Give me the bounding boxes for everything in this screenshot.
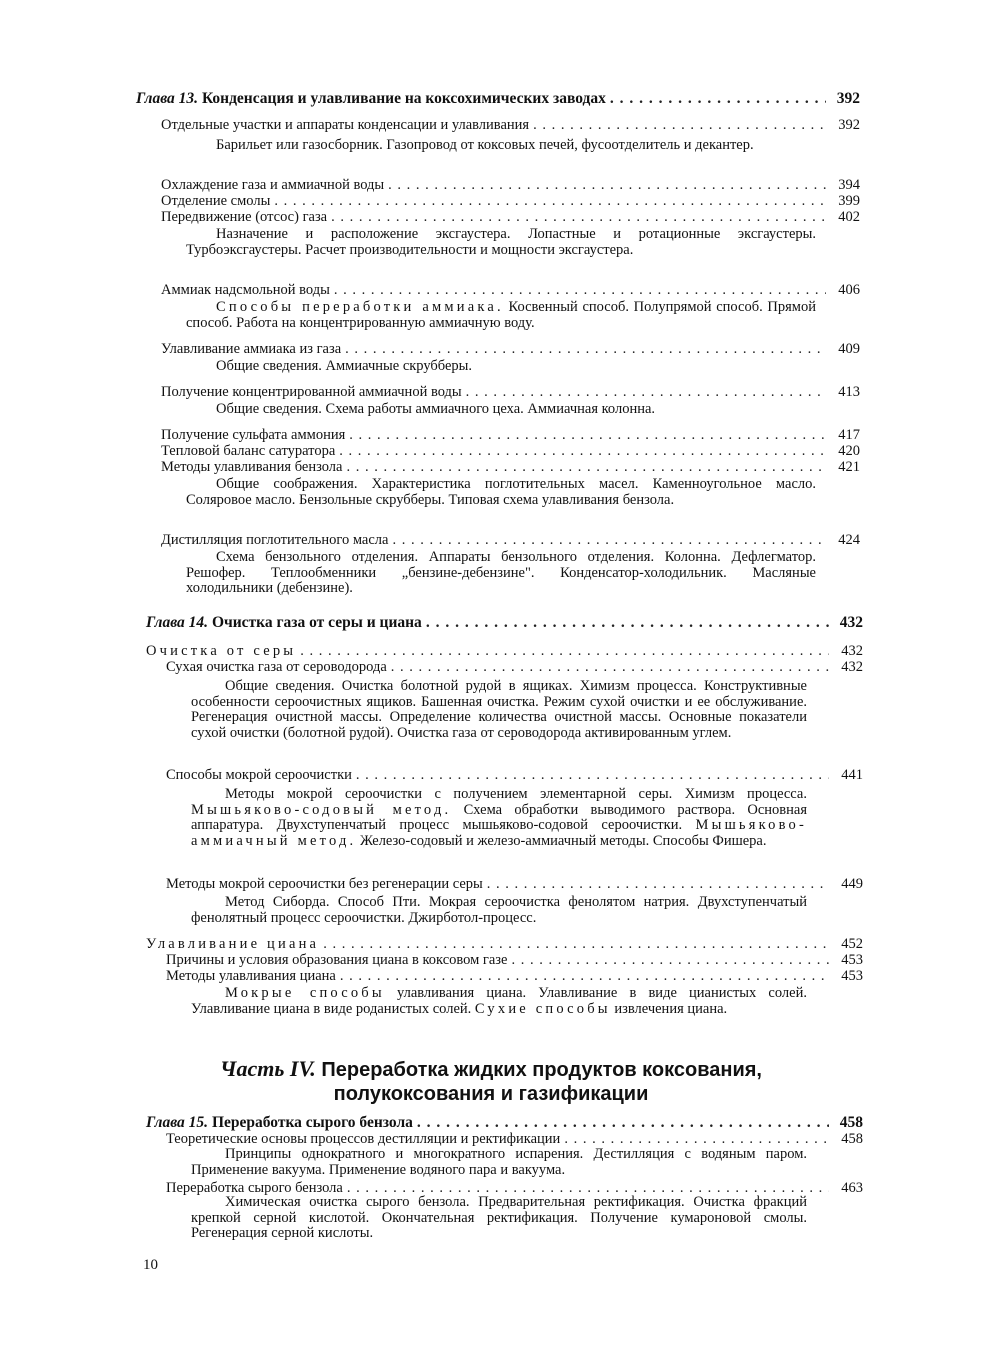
leader-dots — [300, 643, 829, 660]
page-ref: 441 — [841, 767, 863, 783]
entry-description: Способы переработки аммиака. Косвенный способ. Полупрямой способ. Прямой способ. Работа на концентрированную аммиачную воду. — [186, 299, 816, 331]
entry-description: Мокрые способы улавливания циана. Улавливание в виде цианистых солей. Улавливание циана в виде роданистых солей. Сухие способы извлечения циана. — [191, 985, 807, 1017]
toc-entry[interactable] — [166, 767, 863, 784]
entry-description: Общие сведения. Аммиачные скрубберы. — [216, 358, 473, 374]
leader-dots — [356, 767, 829, 784]
entry-description: Барильет или газосборник. Газопровод от коксовых печей, фусоотделитель и декантер. — [216, 137, 754, 153]
toc-entry[interactable] — [161, 384, 860, 401]
leader-dots — [417, 1114, 829, 1132]
leader-dots — [388, 177, 826, 194]
leader-dots — [334, 282, 826, 299]
page-ref: 453 — [841, 968, 863, 984]
toc-section[interactable] — [146, 643, 863, 660]
entry-title: Способы мокрой сероочистки — [166, 767, 352, 783]
page-ref: 392 — [836, 90, 860, 107]
toc-entry[interactable] — [166, 968, 863, 985]
entry-description: Общие сведения. Схема работы аммиачного цеха. Аммиачная колонна. — [216, 401, 656, 417]
entry-description: Принципы однократного и многократного испарения. Дестилляция с водяным паром. Применение вакуума. Применение водяного пара и вакуума. — [191, 1146, 807, 1178]
leader-dots — [391, 659, 829, 676]
page-ref: 413 — [838, 384, 860, 400]
page-ref: 452 — [841, 936, 863, 952]
entry-title: Методы мокрой сероочистки без регенерации серы — [166, 876, 483, 892]
page-ref: 458 — [839, 1114, 863, 1131]
section-title: Очистка от серы — [146, 643, 297, 659]
leader-dots — [339, 443, 826, 460]
entry-description: Методы мокрой сероочистки с получением элементарной серы. Химизм процесса. Мышьяково-содовый метод. Схема обработки выводимого раствора. Основная аппаратура. Двухступенчатый процесс мышьяково-содовой сероочистки. Мышьяково-аммиачный метод. Железо-содовый и железо-аммиачный методы. Способы Фишера. — [191, 786, 807, 849]
toc-entry[interactable] — [161, 443, 860, 460]
entry-description: Химическая очистка сырого бензола. Предварительная ректификация. Очистка фракций крепкой серной кислотой. Окончательная ректификация. Получение кумароновой смолы. Регенерация серной кислоты. — [191, 1194, 807, 1241]
leader-dots — [349, 427, 826, 444]
entry-title: Передвижение (отсос) газа — [161, 209, 328, 225]
page-ref: 417 — [838, 427, 860, 443]
page-ref: 458 — [841, 1131, 863, 1147]
toc-entry[interactable] — [166, 876, 863, 893]
leader-dots — [340, 968, 829, 985]
entry-title: Дистилляция поглотительного масла — [161, 532, 389, 548]
leader-dots — [426, 614, 829, 632]
toc-entry[interactable] — [166, 952, 863, 969]
leader-dots — [511, 952, 829, 969]
page-ref: 463 — [841, 1180, 863, 1196]
page-ref: 420 — [838, 443, 860, 459]
leader-dots — [610, 90, 826, 108]
leader-dots — [331, 209, 826, 226]
toc-entry[interactable] — [161, 193, 860, 210]
chapter-title: Очистка газа от серы и циана — [211, 614, 422, 631]
spaced-emphasis: Мышьяково-аммиачный метод. — [191, 817, 807, 849]
leader-dots — [274, 193, 826, 210]
entry-title: Улавливание аммиака из газа — [161, 341, 342, 357]
entry-title: Аммиак надсмольной воды — [161, 282, 330, 298]
spaced-emphasis: Сухие способы — [474, 1000, 611, 1017]
toc-entry[interactable] — [161, 117, 860, 134]
entry-description: Общие соображения. Характеристика поглотительных масел. Каменноугольное масло. Соляровое масло. Бензольные скрубберы. Типовая схема улавливания бензола. — [186, 476, 816, 508]
chapter-label: Глава 13. — [136, 90, 199, 107]
part-label: Часть IV. — [220, 1056, 316, 1081]
entry-description: Назначение и расположение эксгаустера. Лопастные и ротационные эксгаустеры. Турбоэксгаустеры. Расчет производительности и мощности эксгаустера. — [186, 226, 816, 258]
entry-title: Методы улавливания циана — [166, 968, 336, 984]
entry-title: Сухая очистка газа от сероводорода — [166, 659, 387, 675]
toc-entry[interactable] — [161, 209, 860, 226]
page-ref: 394 — [838, 177, 860, 193]
page-ref: 449 — [841, 876, 863, 892]
page-ref: 432 — [841, 659, 863, 675]
toc-entry[interactable] — [161, 177, 860, 194]
entry-title: Тепловой баланс сатуратора — [161, 443, 336, 459]
entry-title: Получение сульфата аммония — [161, 427, 346, 443]
leader-dots — [346, 459, 826, 476]
entry-title: Методы улавливания бензола — [161, 459, 343, 475]
entry-title: Переработка сырого бензола — [166, 1180, 343, 1196]
page-ref: 409 — [838, 341, 860, 357]
entry-title: Охлаждение газа и аммиачной воды — [161, 177, 385, 193]
page-ref: 392 — [838, 117, 860, 133]
entry-title: Получение концентрированной аммиачной воды — [161, 384, 462, 400]
toc-chapter-13[interactable] — [136, 90, 860, 108]
spaced-emphasis: Мышьяково-содовый метод. — [191, 801, 452, 818]
leader-dots — [392, 532, 826, 549]
chapter-title: Конденсация и улавливание на коксохимических заводах — [201, 90, 606, 107]
toc-entry[interactable] — [161, 459, 860, 476]
chapter-title: Переработка сырого бензола — [211, 1114, 413, 1131]
toc-entry[interactable] — [161, 427, 860, 444]
leader-dots — [323, 936, 829, 953]
part-title: Переработка жидких продуктов коксования, полукоксования и газификации — [321, 1059, 762, 1105]
chapter-label: Глава 15. — [146, 1114, 209, 1131]
spaced-emphasis: Мокрые способы — [225, 985, 385, 1001]
part-heading — [146, 1057, 836, 1106]
leader-dots — [466, 384, 826, 401]
section-title: Улавливание циана — [146, 936, 320, 952]
toc-entry[interactable] — [161, 282, 860, 299]
toc-chapter-15[interactable] — [146, 1114, 863, 1132]
page-ref: 406 — [838, 282, 860, 298]
toc-section[interactable] — [146, 936, 863, 953]
page-ref: 432 — [841, 643, 863, 659]
leader-dots — [345, 341, 826, 358]
page-ref: 424 — [838, 532, 860, 548]
leader-dots — [487, 876, 829, 893]
entry-description: Метод Сиборда. Способ Пти. Мокрая сероочистка фенолятом натрия. Двухступенчатый фенолятный процесс сероочистки. Джирботол-процесс. — [191, 894, 807, 926]
toc-entry[interactable] — [161, 341, 860, 358]
entry-description: Общие сведения. Очистка болотной рудой в ящиках. Химизм процесса. Конструктивные особенности сероочистных ящиков. Башенная очистка. Режим сухой очистки и ее обслуживание. Регенерация очистной массы. Определение количества очистной массы. Основные показатели сухой очистки (болотной рудой). Очистка газа от сероводорода активированным углем. — [191, 678, 807, 741]
entry-title: Отдельные участки и аппараты конденсации и улавливания — [161, 117, 530, 133]
page-ref: 399 — [838, 193, 860, 209]
spaced-emphasis: Способы переработки аммиака. — [216, 299, 504, 315]
leader-dots — [533, 117, 826, 134]
entry-description: Схема бензольного отделения. Аппараты бензольного отделения. Колонна. Дефлегматор. Решофер. Теплообменники „бензине-дебензине". Конденсатор-холодильник. Масляные холодильники (дебензине). — [186, 549, 816, 596]
toc-chapter-14[interactable] — [146, 614, 863, 632]
entry-title: Отделение смолы — [161, 193, 271, 209]
page-ref: 402 — [838, 209, 860, 225]
page-ref: 421 — [838, 459, 860, 475]
toc-entry[interactable] — [166, 659, 863, 676]
entry-title: Теоретические основы процессов дестилляции и ректификации — [166, 1131, 561, 1147]
page-ref: 432 — [839, 614, 863, 631]
entry-title: Причины и условия образования циана в коксовом газе — [166, 952, 508, 968]
chapter-label: Глава 14. — [146, 614, 209, 631]
page-ref: 453 — [841, 952, 863, 968]
toc-entry[interactable] — [161, 532, 860, 549]
page-number: 10 — [143, 1257, 158, 1273]
